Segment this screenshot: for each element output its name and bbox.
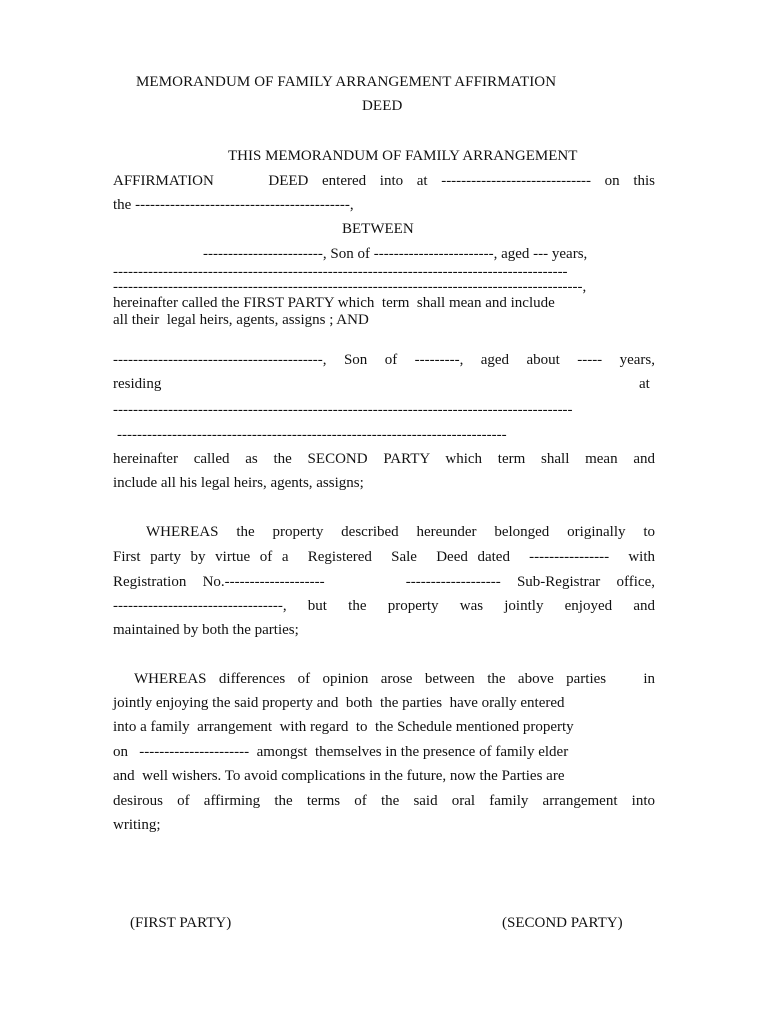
- whereas-1-line-1: WHEREAS the property described hereunder belonged originally to: [146, 524, 655, 540]
- document-title-line-1: MEMORANDUM OF FAMILY ARRANGEMENT AFFIRMATION: [136, 74, 557, 90]
- first-party-signature-label: (FIRST PARTY): [130, 915, 232, 931]
- second-party-line-4: ------------------------------------------------------------------------------: [117, 427, 507, 443]
- document-title-line-2: DEED: [362, 98, 403, 114]
- second-party-residing-label: residing: [113, 376, 162, 392]
- first-party-line-5: all their legal heirs, agents, assigns ; AND: [113, 312, 369, 328]
- intro-line-2: AFFIRMATION DEED entered into at ------------------------------ on this: [113, 173, 655, 189]
- first-party-line-3: ----------------------------------------------------------------------------------------------,: [113, 279, 587, 295]
- intro-line-1: THIS MEMORANDUM OF FAMILY ARRANGEMENT: [228, 148, 578, 164]
- whereas-1-line-4: ----------------------------------, but the property was jointly enjoyed and: [113, 598, 655, 614]
- whereas-1-line-5: maintained by both the parties;: [113, 622, 299, 638]
- second-party-line-3: --------------------------------------------------------------------------------------------: [113, 402, 573, 418]
- intro-line-3: the -------------------------------------------,: [113, 197, 354, 213]
- second-party-line-1: ------------------------------------------, Son of ---------, aged about ----- years,: [113, 352, 655, 368]
- whereas-1-line-2: First party by virtue of a Registered Sale Deed dated ---------------- with: [113, 549, 655, 565]
- whereas-2-line-1: WHEREAS differences of opinion arose between the above parties in: [134, 671, 655, 687]
- second-party-line-6: include all his legal heirs, agents, assigns;: [113, 475, 364, 491]
- whereas-1-line-3: Registration No.-------------------- ------------------- Sub-Registrar office,: [113, 574, 655, 590]
- whereas-2-line-6: desirous of affirming the terms of the said oral family arrangement into: [113, 793, 655, 809]
- whereas-2-line-2: jointly enjoying the said property and both the parties have orally entered: [113, 695, 565, 711]
- first-party-line-2: -------------------------------------------------------------------------------------------: [113, 264, 568, 280]
- between-heading: BETWEEN: [342, 221, 414, 237]
- whereas-2-line-4: on ---------------------- amongst themselves in the presence of family elder: [113, 744, 569, 760]
- second-party-signature-label: (SECOND PARTY): [502, 915, 623, 931]
- second-party-at-label: at: [639, 376, 650, 392]
- first-party-line-4: hereinafter called the FIRST PARTY which term shall mean and include: [113, 295, 555, 311]
- whereas-2-line-5: and well wishers. To avoid complications in the future, now the Parties are: [113, 768, 565, 784]
- first-party-line-1: ------------------------, Son of ------------------------, aged --- years,: [203, 246, 588, 262]
- second-party-line-5: hereinafter called as the SECOND PARTY which term shall mean and: [113, 451, 655, 467]
- whereas-2-line-7: writing;: [113, 817, 161, 833]
- whereas-2-line-3: into a family arrangement with regard to the Schedule mentioned property: [113, 719, 574, 735]
